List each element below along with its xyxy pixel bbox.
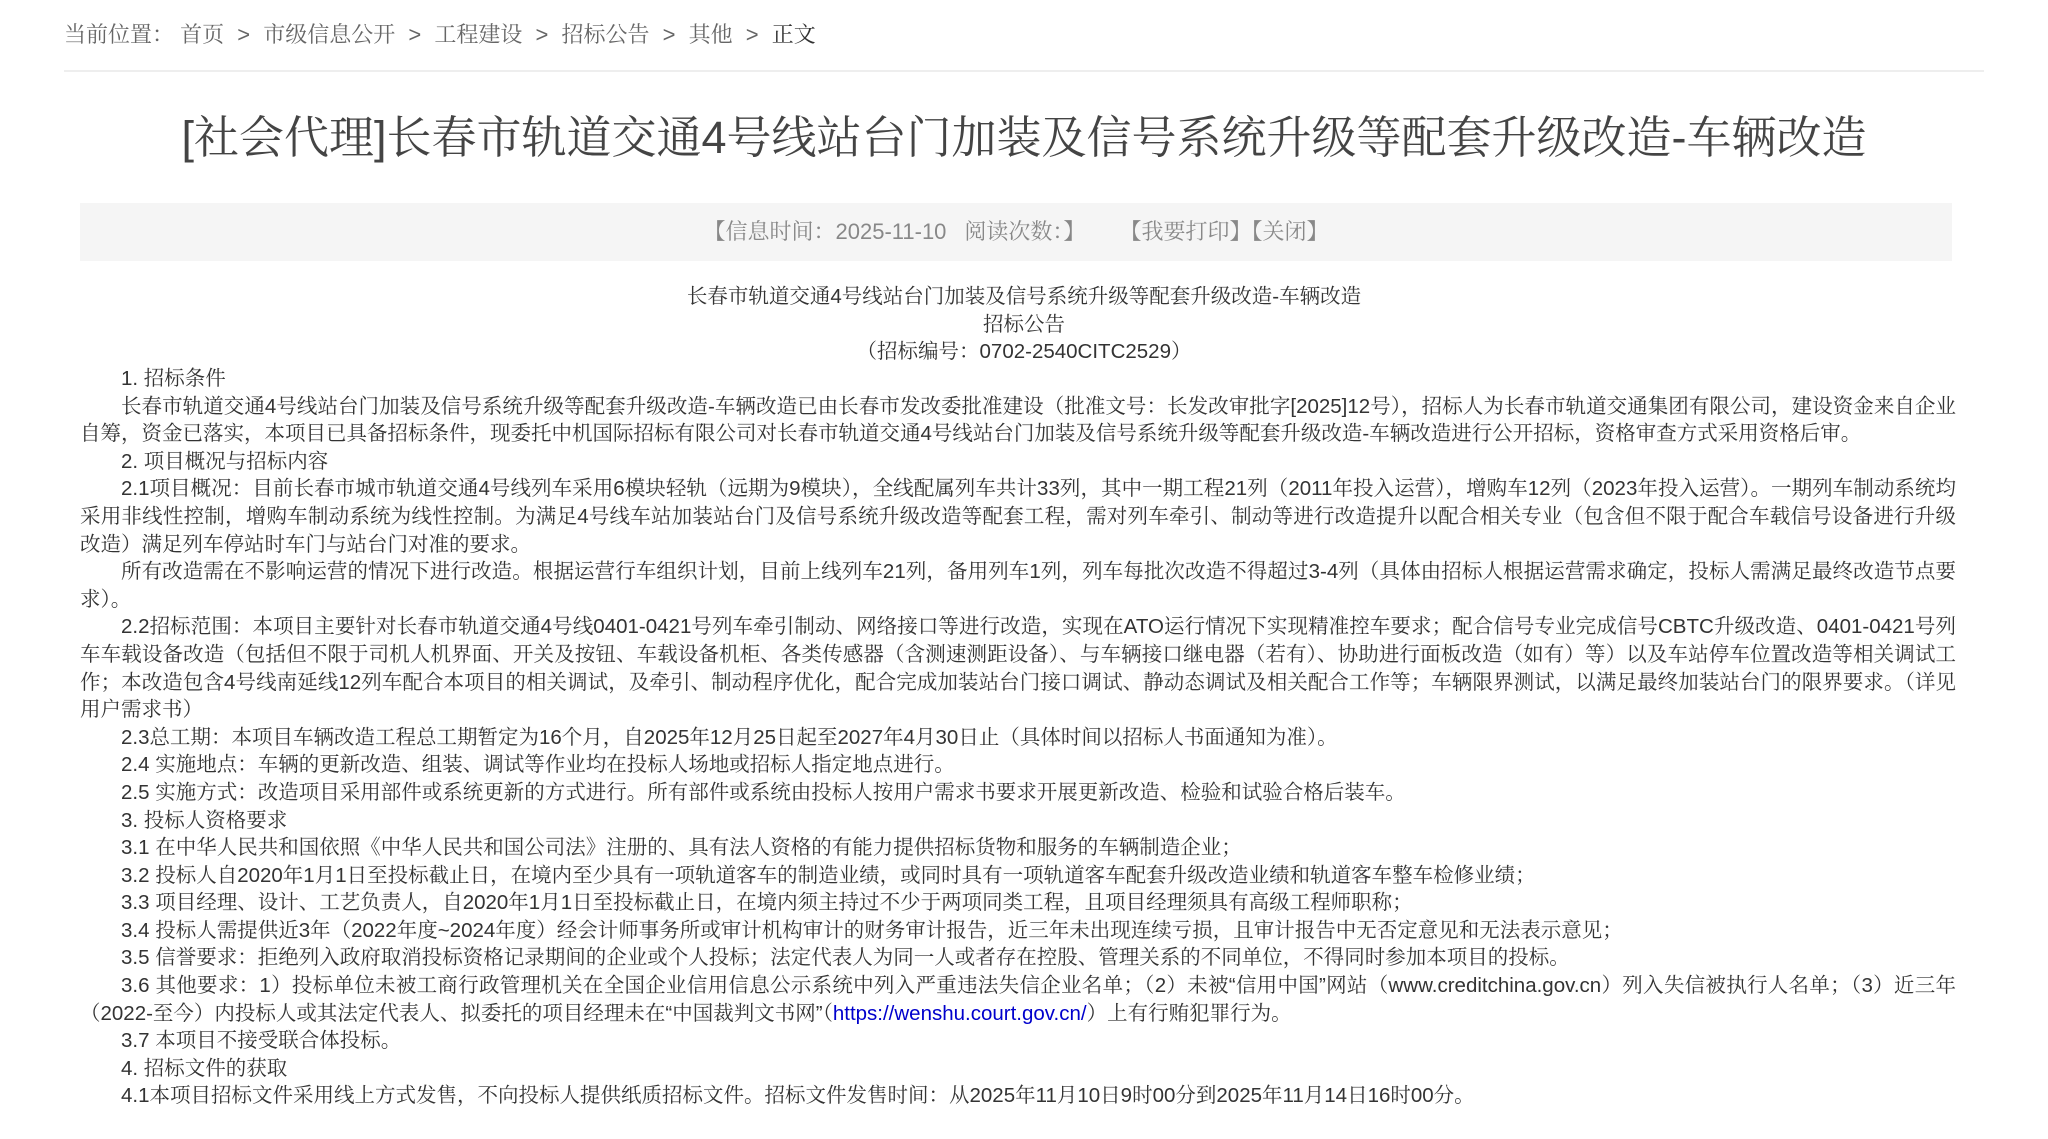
document-header	[0, 283, 2048, 366]
breadcrumb-separator: >	[408, 22, 422, 47]
section-heading-3: 3. 投标人资格要求	[121, 808, 288, 832]
breadcrumb-tender-notice[interactable]: 招标公告	[561, 22, 650, 47]
section-heading-2: 2. 项目概况与招标内容	[121, 449, 329, 473]
breadcrumb-city-info[interactable]: 市级信息公开	[263, 22, 396, 47]
breadcrumb-engineering[interactable]: 工程建设	[434, 22, 523, 47]
section-heading-1: 1. 招标条件	[121, 367, 226, 390]
section-3-4-text: 3.4 投标人需提供近3年（2022年度~2024年度）经会计师事务所或审计机构审计的财务审计报告，近三年未出现连续亏损，且审计报告中无否定意见和无法表示意见；	[121, 918, 1623, 942]
section-3-3-text: 3.3 项目经理、设计、工艺负责人，自2020年1月1日至投标截止日，在境内须主持过不少于两项同类工程，且项目经理须具有高级工程师职称；	[121, 891, 1413, 915]
breadcrumb-lead: 当前位置：	[64, 22, 175, 47]
breadcrumb-divider	[64, 70, 1984, 72]
article-title: [社会代理]长春市轨道交通4号线站台门加装及信号系统升级等配套升级改造-车辆改造	[181, 112, 1867, 163]
section-2-1b-text: 所有改造需在不影响运营的情况下进行改造。根据运营行车组织计划，目前上线列车21列，备用列车1列，列车每批次改造不得超过3-4列（具体由招标人根据运营需求确定，投标人需满足最终改造节点要求）。	[80, 560, 1956, 611]
read-count: 阅读次数：】	[964, 219, 1086, 244]
wenshu-court-link[interactable]: https://wenshu.court.gov.cn/	[832, 1001, 1087, 1025]
section-2-5-text: 2.5 实施方式：改造项目采用部件或系统更新的方式进行。所有部件或系统由投标人按用户需求书要求开展更新改造、检验和试验合格后装车。	[121, 780, 1406, 804]
print-button[interactable]: 【我要打印】	[1119, 219, 1252, 244]
section-heading-4: 4. 招标文件的获取	[121, 1056, 288, 1080]
section-1-text: 长春市轨道交通4号线站台门加装及信号系统升级等配套升级改造-车辆改造已由长春市发改委批准建设（批准文号：长发改审批字[2025]12号），招标人为长春市轨道交通集团有限公司，建设资金来自企业自筹，资金已落实，本项目已具备招标条件，现委托中机国际招标有限公司对长春市轨道交通4号线站台门加装及信号系统升级等配套升级改造-车辆改造进行公开招标，资格审查方式采用资格后审。	[80, 394, 1956, 446]
section-3-6-post: ）上有行贿犯罪行为。	[1086, 1001, 1292, 1025]
document-body	[80, 365, 1956, 1110]
section-2-1-text: 2.1项目概况：目前长春市城市轨道交通4号线列车采用6模块轻轨（远期为9模块），全线配属列车共计33列，其中一期工程21列（2011年投入运营），增购车12列（2023年投入运营）。一期列车制动系统均采用非线性控制，增购车制动系统为线性控制。为满足4号线车站加装站台门及信号系统升级改造等配套工程，需对列车牵引、制动等进行改造提升以配合相关专业（包含但不限于配合车载信号设备进行升级改造）满足列车停站时车门与站台门对准的要求。	[80, 477, 1956, 556]
section-3-6-text	[80, 972, 1956, 1027]
section-2-2-text: 2.2招标范围：本项目主要针对长春市轨道交通4号线0401-0421号列车牵引制动、网络接口等进行改造，实现在ATO运行情况下实现精准控车要求；配合信号专业完成信号CBTC升级改造、0401-0421号列车车载设备改造（包括但不限于司机人机界面、开关及按钮、车载设备机柜、各类传感器（含测速测距设备）、与车辆接口继电器（若有）、协助进行面板改造（如有）等）以及车站停车位置改造等相关调试工作；本改造包含4号线南延线12列车配合本项目的相关调试，及牵引、制动程序优化，配合完成加装站台门接口调试、静动态调试及相关配合工作等；车辆限界测试，以满足最终加装站台门的限界要求。（详见用户需求书）	[80, 615, 1956, 722]
section-3-7-text: 3.7 本项目不接受联合体投标。	[121, 1029, 402, 1053]
info-time: 【信息时间：2025-11-10	[703, 219, 947, 244]
close-button[interactable]: 【关闭】	[1251, 219, 1329, 244]
breadcrumb-separator: >	[745, 22, 759, 47]
section-3-6-pre: 3.6 其他要求：1）投标单位未被工商行政管理机关在全国企业信用信息公示系统中列入严重违法失信企业名单；（2）未被“信用中国”网站（www.creditchina.gov.cn）列入失信被执行人名单；（3）近三年（2022-至今）内投标人或其法定代表人、拟委托的项目经理未在“中国裁判文书网”（	[80, 974, 1956, 1025]
section-3-1-text: 3.1 在中华人民共和国依照《中华人民共和国公司法》注册的、具有法人资格的有能力提供招标货物和服务的车辆制造企业；	[121, 836, 1242, 860]
breadcrumb-other[interactable]: 其他	[688, 22, 733, 47]
breadcrumb-separator: >	[237, 22, 251, 47]
project-name: 长春市轨道交通4号线站台门加装及信号系统升级等配套升级改造-车辆改造	[686, 285, 1362, 308]
breadcrumb-current: 正文	[771, 22, 816, 47]
tender-number: （招标编号：0702-2540CITC2529）	[856, 340, 1192, 363]
section-3-2-text: 3.2 投标人自2020年1月1日至投标截止日，在境内至少具有一项轨道客车的制造业绩，或同时具有一项轨道客车配套升级改造业绩和轨道客车整车检修业绩；	[121, 863, 1536, 887]
notice-type: 招标公告	[983, 312, 1065, 336]
section-2-4-text: 2.4 实施地点：车辆的更新改造、组装、调试等作业均在投标人场地或招标人指定地点进行。	[121, 753, 955, 777]
breadcrumb-separator: >	[535, 22, 549, 47]
breadcrumb	[64, 18, 816, 52]
section-2-3-text: 2.3总工期：本项目车辆改造工程总工期暂定为16个月，自2025年12月25日起至2027年4月30日止（具体时间以招标人书面通知为准）。	[121, 725, 1338, 749]
breadcrumb-home[interactable]: 首页	[180, 22, 225, 47]
section-4-1-text: 4.1本项目招标文件采用线上方式发售，不向投标人提供纸质招标文件。招标文件发售时间：从2025年11月10日9时00分到2025年11月14日16时00分。	[121, 1084, 1475, 1108]
section-3-5-text: 3.5 信誉要求：拒绝列入政府取消投标资格记录期间的企业或个人投标；法定代表人为同一人或者存在控股、管理关系的不同单位，不得同时参加本项目的投标。	[121, 946, 1570, 970]
breadcrumb-separator: >	[662, 22, 676, 47]
article-meta-bar	[80, 203, 1952, 261]
